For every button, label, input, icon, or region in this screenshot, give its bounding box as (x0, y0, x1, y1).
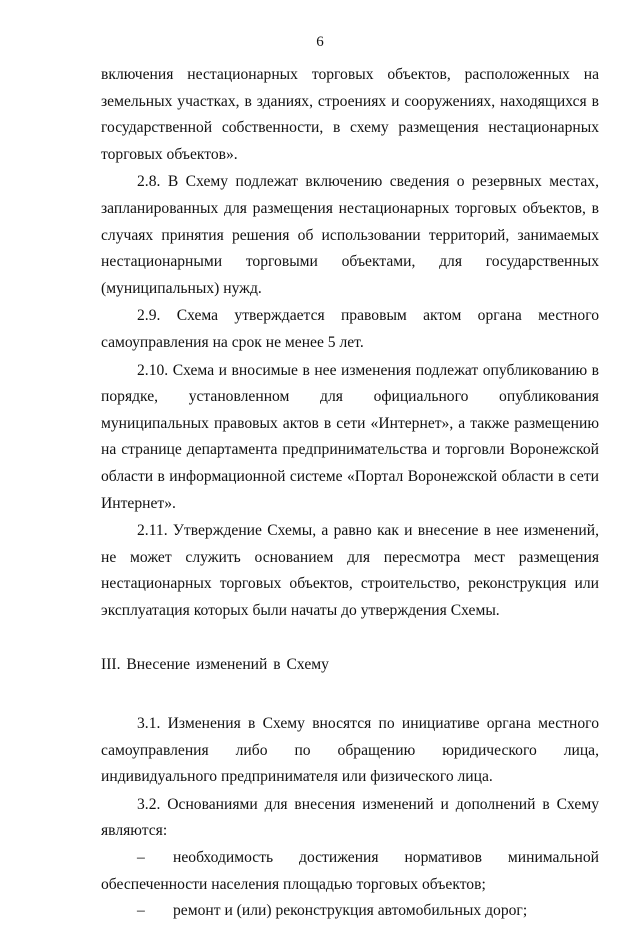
list-item-text: необходимость достижения нормативов минимальной обеспеченности населения площадью торговых объектов; (101, 849, 599, 893)
dash-marker: – (137, 902, 145, 920)
section-heading-iii: III. Внесение изменений в Схему (101, 656, 329, 674)
list-item (101, 845, 599, 898)
paragraph-2-11: 2.11. Утверждение Схемы, а равно как и внесение в нее изменений, не может служить основанием для пересмотра мест размещения нестационарных торговых объектов, строительство, реконструкция или эксплуатация которых были начаты до утверждения Схемы. (101, 522, 599, 619)
paragraph-continuation: включения нестационарных торговых объектов, расположенных на земельных участках, в зданиях, строениях и сооружениях, находящихся в государственной собственности, в схему размещения нестационарных торговых объектов». (101, 66, 599, 163)
paragraph-2-8: 2.8. В Схему подлежат включению сведения о резервных местах, запланированных для размещения нестационарных торговых объектов, в случаях принятия решения об использовании территорий, занимаемых нестационарными торговыми объектами, для государственных (муниципальных) нужд. (101, 173, 599, 297)
dash-marker: – (137, 849, 145, 867)
list-item (101, 898, 599, 925)
paragraph-3-2: 3.2. Основаниями для внесения изменений и дополнений в Схему являются: (101, 795, 599, 840)
document-body (101, 62, 599, 925)
page-number: 6 (316, 34, 324, 50)
paragraph-2-9: 2.9. Схема утверждается правовым актом органа местного самоуправления на срок не менее 5 лет. (101, 307, 599, 351)
paragraph-2-10: 2.10. Схема и вносимые в нее изменения подлежат опубликованию в порядке, установленном для официального опубликования муниципальных правовых актов в сети «Интернет», а также размещению на странице департамента предпринимательства и торговли Воронежской области в информационной системе «Портал Воронежской области в сети Интернет». (101, 361, 599, 512)
paragraph-3-1: 3.1. Изменения в Схему вносятся по инициативе органа местного самоуправления либо по обращению юридического лица, индивидуального предпринимателя или физического лица. (101, 715, 599, 786)
list-item-text: ремонт и (или) реконструкция автомобильных дорог; (173, 902, 528, 920)
